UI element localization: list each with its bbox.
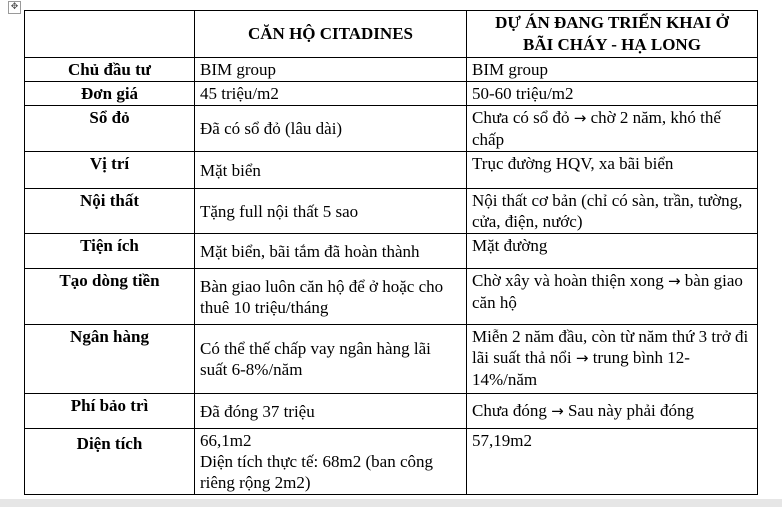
cell-text: trung bình 12-14%/năm (472, 348, 690, 389)
table-row (25, 234, 758, 269)
table-row (25, 429, 758, 495)
row-label-pink-book: Sổ đỏ (25, 106, 195, 152)
cell-citadines-area (195, 429, 467, 495)
cell-project-developer: BIM group (467, 58, 758, 82)
row-label-location: Vị trí (25, 152, 195, 189)
table-row (25, 189, 758, 234)
cell-project-amenities: Mặt đường (467, 234, 758, 269)
cell-citadines-cash-flow: Bàn giao luôn căn hộ để ở hoặc cho thuê 10 triệu/tháng (195, 269, 467, 325)
cell-text: bàn giao căn hộ (472, 271, 743, 312)
cell-citadines-location: Mặt biển (195, 152, 467, 189)
table-move-handle-icon[interactable]: ✥ (8, 1, 21, 14)
cell-text: chờ 2 năm, khó thế chấp (472, 108, 721, 149)
row-label-cash-flow: Tạo dòng tiền (25, 269, 195, 325)
right-arrow-icon: → (573, 109, 587, 127)
row-label-unit-price: Đơn giá (25, 82, 195, 106)
cell-project-furniture: Nội thất cơ bản (chỉ có sàn, trần, tường, cửa, điện, nước) (467, 189, 758, 234)
header-cell-empty (25, 11, 195, 58)
cell-project-area: 57,19m2 (467, 429, 758, 495)
cell-project-pink-book (467, 106, 758, 152)
table-row (25, 106, 758, 152)
cell-text: Sau này phải đóng (567, 401, 695, 420)
table-row (25, 82, 758, 106)
table-row (25, 394, 758, 429)
page-bottom-edge (0, 499, 782, 507)
cell-project-unit-price: 50-60 triệu/m2 (467, 82, 758, 106)
row-label-maintenance-fee: Phí bảo trì (25, 394, 195, 429)
header-bai-chay-line2: BÃI CHÁY - HẠ LONG (523, 35, 701, 54)
table-row (25, 325, 758, 394)
cell-citadines-bank: Có thể thế chấp vay ngân hàng lãi suất 6-8%/năm (195, 325, 467, 394)
cell-citadines-furniture: Tặng full nội thất 5 sao (195, 189, 467, 234)
row-label-furniture: Nội thất (25, 189, 195, 234)
header-bai-chay-project (467, 11, 758, 58)
header-citadines: CĂN HỘ CITADINES (195, 11, 467, 58)
header-bai-chay-line1: DỰ ÁN ĐANG TRIỂN KHAI Ở (495, 13, 729, 32)
cell-citadines-amenities: Mặt biển, bãi tắm đã hoàn thành (195, 234, 467, 269)
cell-citadines-developer: BIM group (195, 58, 467, 82)
cell-project-bank (467, 325, 758, 394)
cell-citadines-pink-book: Đã có sổ đỏ (lâu dài) (195, 106, 467, 152)
cell-project-location: Trục đường HQV, xa bãi biển (467, 152, 758, 189)
row-label-bank: Ngân hàng (25, 325, 195, 394)
cell-text: Chưa có sổ đỏ (472, 108, 570, 127)
row-label-developer: Chủ đầu tư (25, 58, 195, 82)
right-arrow-icon: → (667, 272, 681, 290)
cell-text: Miễn 2 năm đầu, còn từ năm thứ 3 trở đi lãi suất thả nổi (472, 327, 749, 367)
row-label-amenities: Tiện ích (25, 234, 195, 269)
cell-project-maintenance-fee (467, 394, 758, 429)
table-row (25, 152, 758, 189)
cell-project-cash-flow (467, 269, 758, 325)
row-label-area: Diện tích (25, 429, 195, 495)
cell-text: Chưa đóng (472, 401, 547, 420)
cell-text: 66,1m2 (200, 431, 252, 450)
cell-citadines-maintenance-fee: Đã đóng 37 triệu (195, 394, 467, 429)
cell-text: Diện tích thực tế: 68m2 (ban công riêng rộng 2m2) (200, 452, 433, 492)
table-header-row (25, 11, 758, 58)
table-row (25, 58, 758, 82)
right-arrow-icon: → (551, 402, 564, 420)
comparison-table (24, 10, 758, 495)
cell-text: Chờ xây và hoàn thiện xong (472, 271, 664, 290)
right-arrow-icon: → (575, 349, 589, 367)
table-row (25, 269, 758, 325)
cell-citadines-unit-price: 45 triệu/m2 (195, 82, 467, 106)
